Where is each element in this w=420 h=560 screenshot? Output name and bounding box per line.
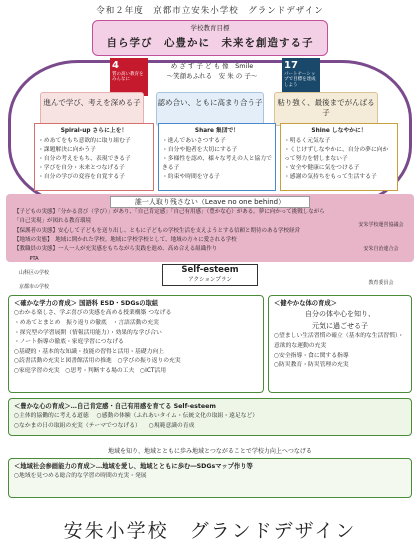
pillar-item: ・自分の考えをもち、表現できる子 [38,155,131,162]
header: 令和２年度 京都市立安朱小学校 グランドデザイン [96,6,324,16]
academic-item: ○家庭学習の充実 ○思考・判断する場の工夫 ○ICT活用 [14,367,167,374]
pillar-title-3: 粘り強く、最後までがんばる子 [274,92,378,126]
side-label-b: 山科区の学校 [18,270,49,276]
heart-item: ○主体的協働的に考える道徳 [14,413,89,420]
pillar-item: ・自分の学びの変容を自覚する子 [38,173,125,180]
pillar-item: ・めあてをもち意欲的に取り組む子 [38,137,131,144]
pillar-item: ・学びを自分・未来とつなげる子 [38,164,125,171]
academic-item: ・ノート指導の徹底・家庭学習につなげる [14,339,124,346]
academic-box [8,295,264,393]
health-item: ○望ましい生活習慣の確立（基本的な生活習慣）・意欲的な運動の充実 [274,333,404,350]
health-item: ○安全指導・食に関する指導 [274,352,349,359]
academic-item: ・探究型の学習展開（情報活用能力）・効果的な学び合い [14,329,162,336]
sdg4-text: 質の高い教育をみんなに [112,72,144,83]
health-item: 自分の体や心を知り、 [305,310,375,319]
sdg4-icon [110,58,148,96]
ideal-line1: め ざ す 子 ど も 像 Smile [170,62,254,70]
lnob-line: 【地域の実態】 地域に開かれた学校。地域に学校学校として、地域の方々に愛される学校 [14,237,237,244]
pillar-item: ・感謝の気持ちをもって生活する子 [284,173,377,180]
pillar-item: ・約束や時間を守る子 [162,173,220,180]
community-title: ＜地域社会参画能力の育成＞…地域を愛し、地域とともに歩む―SDGsマップ作り等 [14,463,253,470]
lnob-line: 【教職員の実態】一人一人が充実感をもちながら実践を進め、高め合える組織作り [14,246,218,253]
pillar-item: ・明るく元気な子 [284,137,331,144]
pillar-item: ・安全や健康に気をつける子 [284,164,360,171]
side-label-e: PTA [29,256,39,262]
pillar-item: ・くじけずしなやかに、自分の夢に向かって努力を惜しまない子 [284,146,389,162]
sdg4-num: 4 [112,60,119,71]
health-box [268,295,412,393]
pillar-stage-2: Share 集団で！ [194,128,240,134]
academic-item: ○基礎的・基本的な知識・技能の習得と活用・基礎力向上 [14,348,164,355]
side-label-a: 安朱学校運営協議会 [358,222,404,228]
lnob-lines [14,208,332,255]
community-arrow-text: 地域を知り、地域とともに歩み地域とつながることで学校力向上へつなげる [108,448,312,455]
heart-row [14,412,406,422]
self-esteem-box [162,264,258,286]
heart-row [14,422,406,432]
goal-text: 自ら学び 心豊かに 未来を創造する子 [106,37,314,49]
health-item: ○防災教育・防災管理の充実 [274,362,349,369]
heart-item: ○規範意識の育成 [148,422,195,429]
side-label-d: 京都市の学校 [18,284,49,290]
pillar-item: ・課題解決に向かう子 [38,146,96,153]
heart-box [8,398,412,436]
ideal-line2: ～笑顔あふれる 安 朱 の 子～ [166,71,258,80]
pillar-stage-1: Spiral-up さらに上を！ [60,128,128,134]
sdg17-icon [282,58,320,96]
academic-title: ＜確かな学力の育成＞ 国語科 ESD・SDGsの取組 [14,300,159,307]
academic-item: ○読書活動の充実と図書館活用の推進 ○学びの振り返りの充実 [14,358,181,365]
community-item: ○地域を見つめる総合的な学習の時間の充実・発展 [14,473,147,480]
heart-title: ＜豊かな心の育成＞…自己肯定感・自己有用感を育てる Self-esteem [14,403,216,410]
pillar-title-1: 進んで学び、考えを深める子 [40,92,144,126]
sdg17-num: 17 [284,60,298,71]
lnob-title: 誰一人取り残さない（Leave no one behind） [110,196,310,208]
pillar-column-2 [158,123,276,191]
pillar-column-3 [280,123,398,191]
lnob-line: 【保護者の実態】安心して子どもを送り出し、ともに子どもの学校生活を支えようとする信頼と期待のある学校経営 [14,227,301,234]
school-goal [92,20,328,56]
heart-item: ○なかまの日の取組の充実（テーマでつなげる） [14,422,141,429]
ideal-child [152,62,272,90]
footer-title: 安朱小学校 グランドデザイン [63,520,357,542]
heart-item: ○感動の体験（ふれあいタイム・伝統文化の取組・遠足など） [96,413,259,420]
self-esteem-title: Self-esteem [181,265,239,275]
side-label-c: 安朱自治連合会 [363,246,399,252]
side-label-f: 教育委員会 [368,280,394,286]
self-esteem-sub: アクションプラン [188,277,232,283]
goal-label: 学校教育目標 [190,24,230,32]
academic-item: ○わかる楽しさ、学ぶ喜びの実感を高める授業構築 つなげる [14,310,172,317]
pillar-item: ・多様性を認め、様々な考えの人と協力できる子 [162,155,272,171]
pillar-item: ・進んであいさつする子 [162,137,226,144]
pillar-stage-3: Shine しなやかに！ [311,128,367,134]
lnob-line: 【子どもの実態】「分かる喜び（学び）」があり、「自己肯定感」「自己有用感」（豊かな心）がある。夢に向かって挑戦しながら「自己実現」が図れる教育環境 [14,209,325,225]
community-box [8,458,412,498]
pillar-item: ・自分や他者を大切にする子 [162,146,238,153]
sdg17-text: パートナーシップで目標を達成しよう [284,72,316,88]
health-item: 元気に過ごせる子 [312,321,368,330]
pillar-title-2: 認め合い、ともに高まり合う子 [156,92,264,126]
health-title: ＜健やかな体の育成＞ [274,300,337,307]
academic-item: ・めあてとまとめ 振り返りの徹底 ・言語活動の充実 [14,319,159,326]
pillar-column-1 [34,123,154,191]
